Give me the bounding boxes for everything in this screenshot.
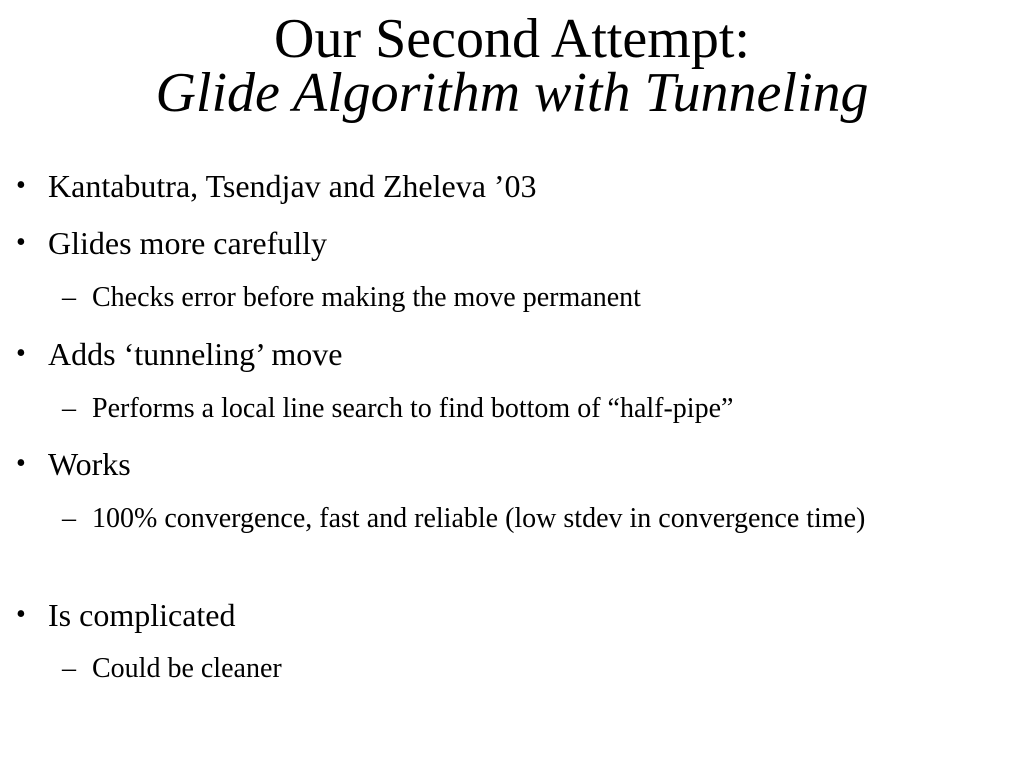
sub-bullet-marker: – [62, 503, 76, 534]
bullet-marker: • [16, 227, 26, 258]
sub-bullet-text: Performs a local line search to find bottom of “half-pipe” [92, 393, 734, 424]
bullet-marker: • [16, 338, 26, 369]
sub-bullet-text: Checks error before making the move permanent [92, 282, 641, 313]
sub-bullet-marker: – [62, 282, 76, 313]
sub-bullet-text: Could be cleaner [92, 653, 282, 684]
sub-bullet-text: 100% convergence, fast and reliable (low stdev in convergence time) [92, 503, 866, 534]
bullet-marker: • [16, 599, 26, 630]
bullet-text: Adds ‘tunneling’ move [48, 336, 343, 372]
title-line-2: Glide Algorithm with Tunneling [155, 62, 869, 124]
bullet-text: Kantabutra, Tsendjav and Zheleva ’03 [48, 168, 537, 204]
bullet-text: Works [48, 446, 131, 482]
sub-bullet-marker: – [62, 393, 76, 424]
bullet-text: Is complicated [48, 597, 236, 633]
title-line-1: Our Second Attempt: [274, 8, 750, 70]
sub-bullet-marker: – [62, 653, 76, 684]
bullet-marker: • [16, 448, 26, 479]
bullet-marker: • [16, 170, 26, 201]
bullet-text: Glides more carefully [48, 225, 327, 261]
